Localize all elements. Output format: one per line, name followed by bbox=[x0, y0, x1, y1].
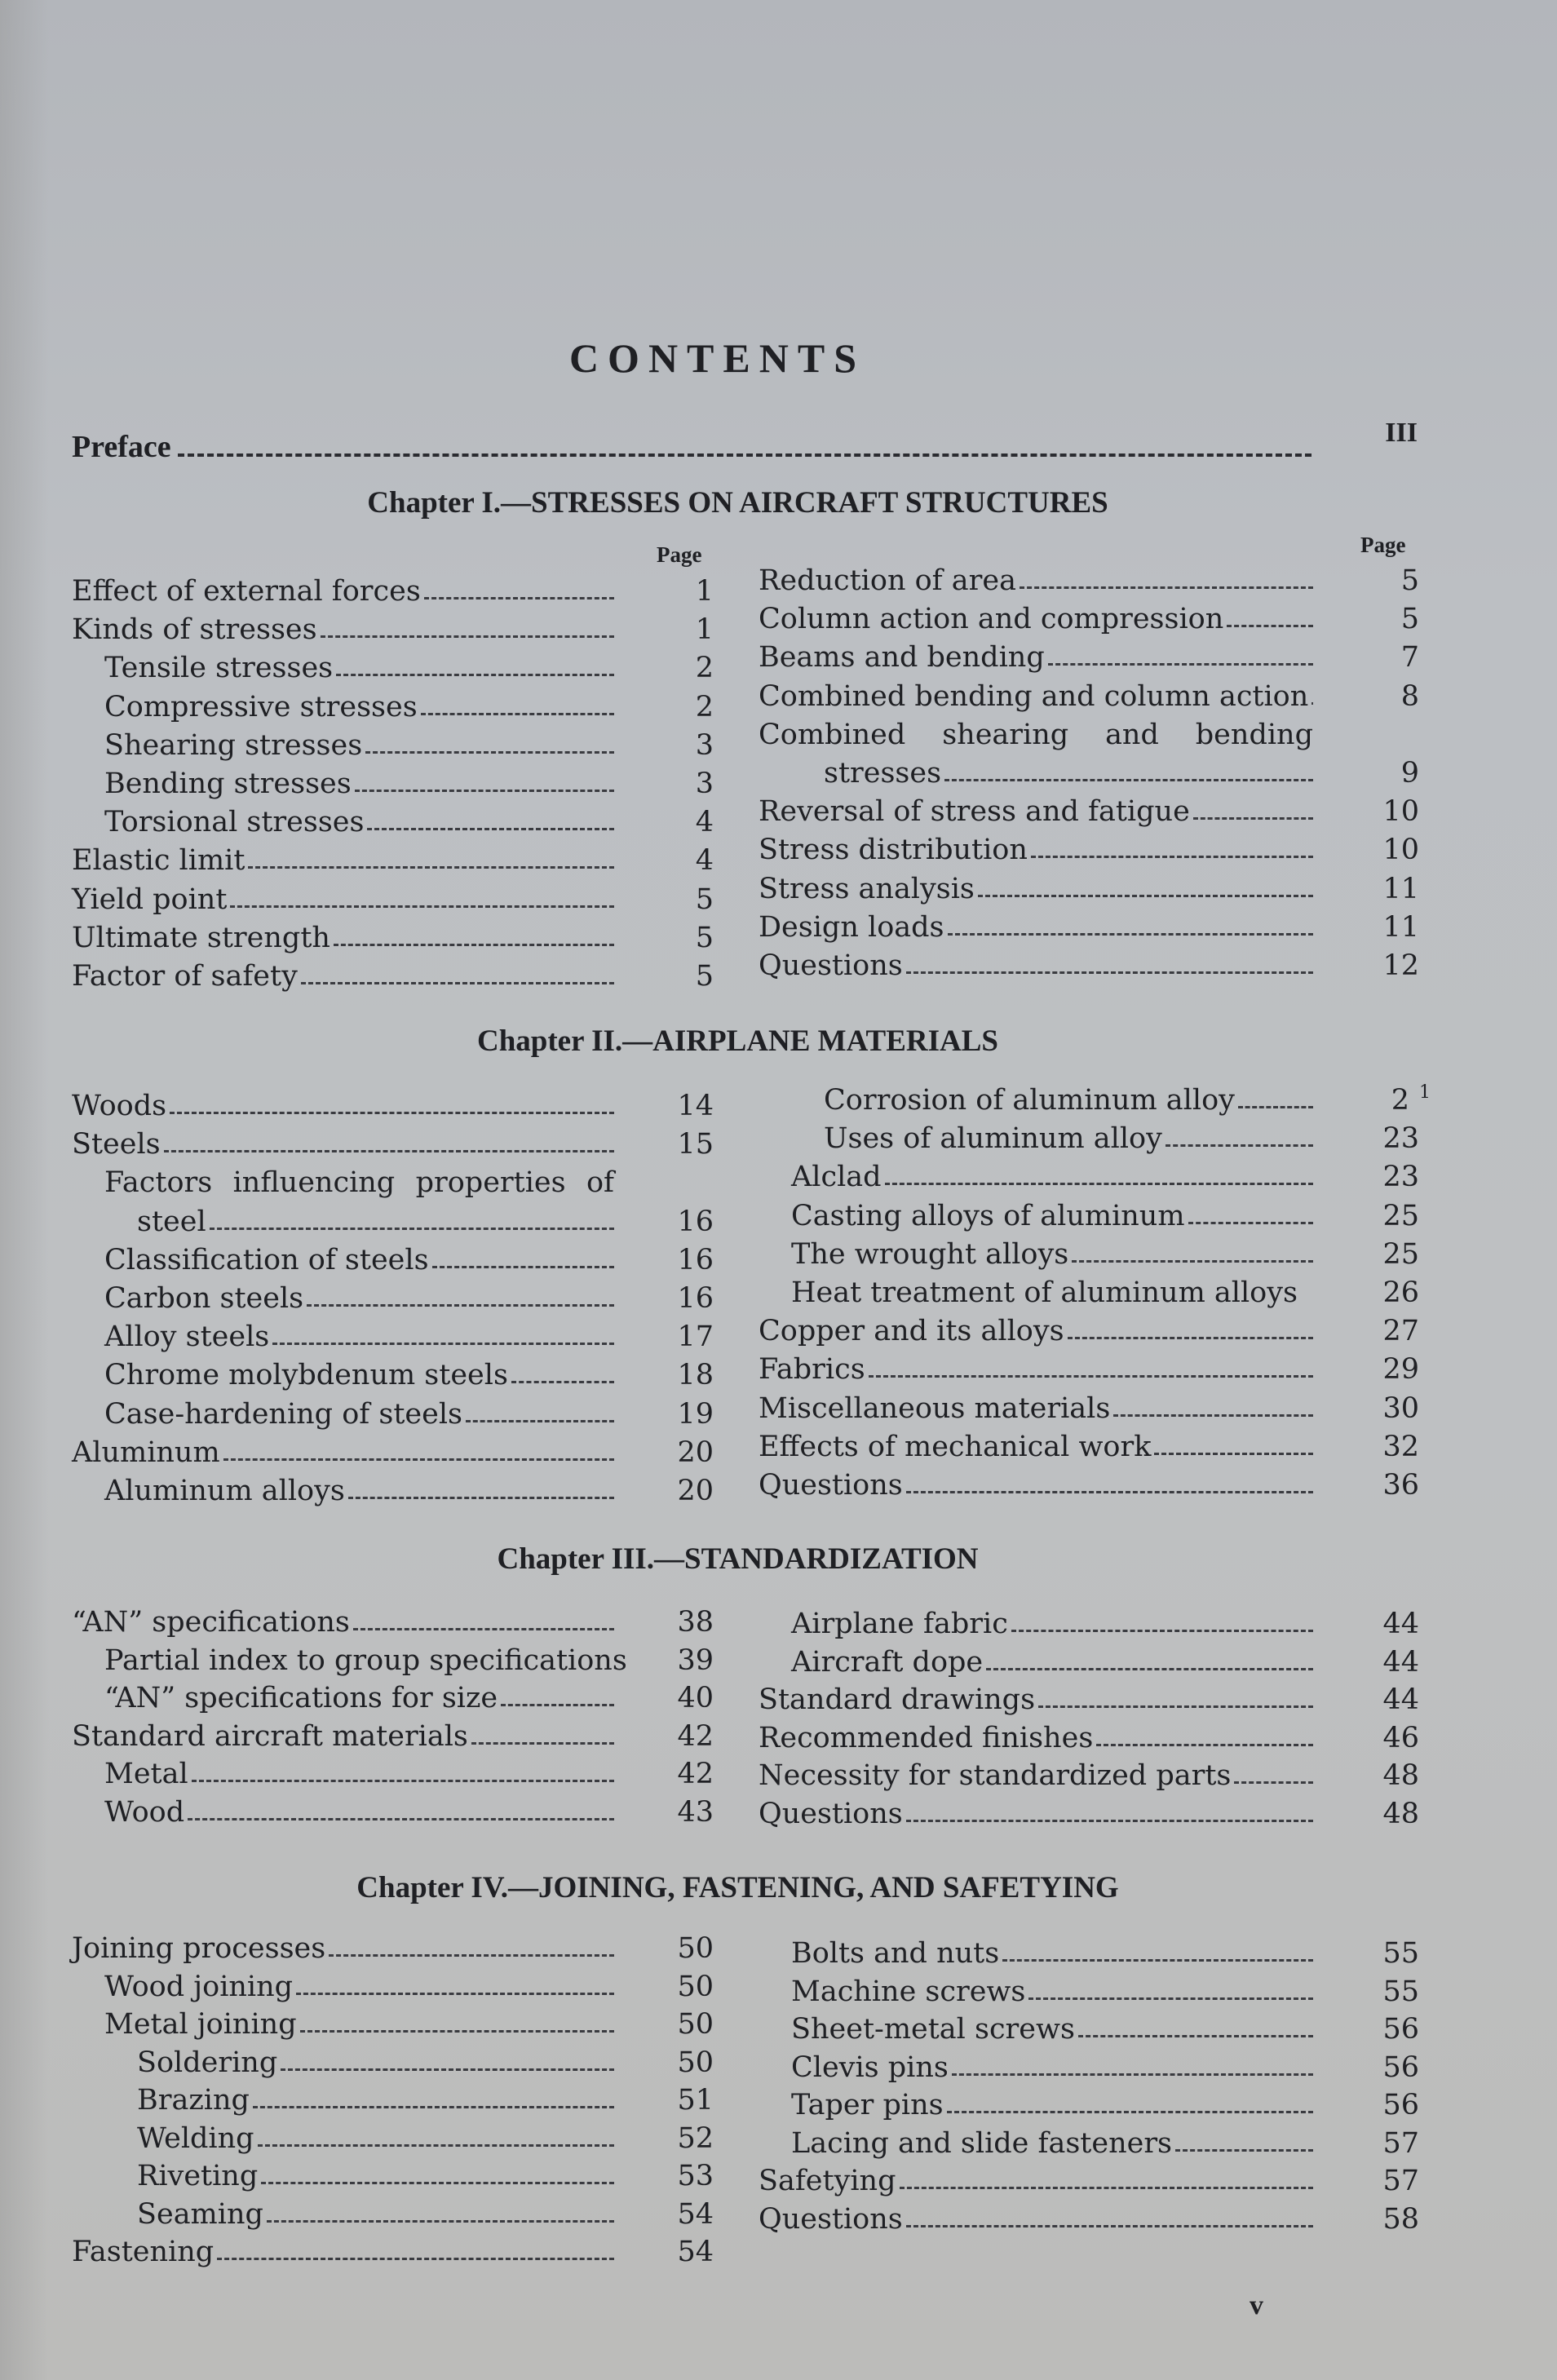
entry-page: 51 bbox=[677, 2084, 714, 2117]
dot-leader bbox=[296, 1993, 614, 1995]
dot-leader bbox=[1031, 856, 1313, 858]
entry-page: 56 bbox=[1382, 2089, 1419, 2121]
chapter-heading-2: Chapter II.—AIRPLANE MATERIALS bbox=[476, 1024, 998, 1058]
entry-page: 23 bbox=[1382, 1122, 1419, 1156]
toc-entry[interactable] bbox=[72, 1679, 714, 1718]
entry-label: Bolts and nuts bbox=[791, 1937, 1000, 1970]
toc-entry[interactable] bbox=[759, 600, 1419, 639]
toc-entry[interactable] bbox=[759, 2086, 1419, 2125]
entry-label: Shearing stresses bbox=[104, 728, 363, 762]
entry-label: Case-hardening of steels bbox=[104, 1397, 462, 1431]
dot-leader bbox=[869, 1375, 1313, 1378]
toc-entry[interactable] bbox=[759, 1274, 1419, 1312]
toc-entry[interactable] bbox=[72, 2157, 714, 2196]
entry-page: 44 bbox=[1382, 1683, 1419, 1716]
entry-page: 39 bbox=[677, 1643, 714, 1677]
entry-label: Factors influencing properties of bbox=[104, 1166, 614, 1200]
entry-label: Column action and compression bbox=[759, 603, 1224, 636]
dot-leader bbox=[248, 866, 614, 869]
entry-label: Chrome molybdenum steels bbox=[104, 1359, 508, 1392]
entry-label: Soldering bbox=[137, 2046, 278, 2079]
entry-page: 30 bbox=[1382, 1391, 1419, 1425]
entry-page: 16 bbox=[677, 1282, 714, 1315]
entry-page: 52 bbox=[677, 2121, 714, 2155]
entry-label: Woods bbox=[72, 1090, 167, 1122]
entry-page: 7 bbox=[1400, 641, 1419, 675]
entry-label: steel bbox=[137, 1205, 206, 1238]
toc-entry[interactable] bbox=[72, 1396, 714, 1434]
dot-leader bbox=[906, 1820, 1313, 1822]
entry-page: 43 bbox=[677, 1795, 714, 1829]
entry-label: Machine screws bbox=[791, 1975, 1026, 2008]
dot-leader bbox=[300, 2030, 614, 2033]
toc-entry[interactable] bbox=[72, 1930, 714, 1968]
toc-entry[interactable] bbox=[759, 1312, 1419, 1351]
entry-label: Metal bbox=[104, 1758, 188, 1790]
dot-leader bbox=[944, 779, 1313, 781]
entry-label: Welding bbox=[137, 2121, 254, 2155]
toc-entry[interactable] bbox=[72, 2233, 714, 2272]
entry-page: 42 bbox=[677, 1758, 714, 1790]
entry-page: 2 bbox=[695, 652, 714, 685]
toc-entry[interactable] bbox=[72, 1755, 714, 1794]
dot-leader bbox=[1068, 1337, 1313, 1339]
toc-entry[interactable] bbox=[759, 1466, 1419, 1505]
dot-leader bbox=[230, 905, 614, 908]
toc-entry[interactable] bbox=[759, 639, 1419, 677]
entry-label: Safetying bbox=[759, 2165, 896, 2197]
entry-page: 54 bbox=[677, 2197, 714, 2231]
entry-label: Clevis pins bbox=[791, 2050, 949, 2084]
toc-entry[interactable] bbox=[759, 2125, 1419, 2163]
entry-page: 50 bbox=[677, 1970, 714, 2003]
dot-leader bbox=[272, 1343, 614, 1345]
entry-page: 53 bbox=[677, 2160, 714, 2192]
entry-label: Effect of external forces bbox=[72, 575, 421, 608]
toc-entry[interactable] bbox=[72, 727, 714, 765]
toc-entry[interactable] bbox=[72, 1434, 714, 1472]
entry-label: Preface bbox=[72, 430, 171, 464]
entry-page: 58 bbox=[1382, 2202, 1419, 2236]
dot-leader bbox=[334, 944, 614, 946]
dot-leader bbox=[355, 790, 614, 792]
entry-label: Fastening bbox=[72, 2236, 215, 2268]
dot-leader bbox=[511, 1381, 614, 1383]
toc-entry[interactable] bbox=[72, 1718, 714, 1756]
dot-leader bbox=[1072, 1260, 1313, 1263]
entry-label: Seaming bbox=[137, 2197, 263, 2231]
entry-page: 57 bbox=[1382, 2126, 1419, 2160]
dot-leader bbox=[1188, 1222, 1313, 1224]
toc-entry[interactable] bbox=[72, 1203, 714, 1241]
toc-entry[interactable] bbox=[759, 1428, 1419, 1466]
dot-leader bbox=[1020, 586, 1313, 589]
entry-label: Questions bbox=[759, 1469, 903, 1502]
toc-entry[interactable] bbox=[759, 1197, 1419, 1236]
dot-leader bbox=[353, 1628, 614, 1630]
dot-leader bbox=[217, 2258, 614, 2260]
toc-entry[interactable] bbox=[72, 1318, 714, 1356]
toc-entry[interactable] bbox=[72, 1087, 714, 1126]
entry-label: Elastic limit bbox=[72, 844, 245, 878]
entry-page: 11 bbox=[1382, 872, 1419, 905]
dot-leader bbox=[192, 1780, 614, 1782]
dot-leader bbox=[1193, 817, 1313, 820]
entry-page: 8 bbox=[1400, 679, 1419, 713]
entry-label: Necessity for standardized parts bbox=[759, 1759, 1232, 1792]
entry-page: 17 bbox=[677, 1321, 714, 1354]
toc-entry[interactable] bbox=[72, 688, 714, 727]
entry-label: Brazing bbox=[137, 2084, 250, 2117]
dot-leader bbox=[1048, 663, 1313, 666]
toc-entry[interactable] bbox=[759, 2049, 1419, 2087]
dot-leader bbox=[321, 635, 614, 638]
dot-leader bbox=[365, 751, 614, 754]
entry-label: Joining processes bbox=[72, 1932, 326, 1965]
entry-page: 32 bbox=[1382, 1430, 1419, 1463]
dot-leader bbox=[178, 453, 1312, 457]
entry-label: Partial index to group specifications bbox=[104, 1643, 627, 1677]
entry-page: 2 bbox=[695, 690, 714, 723]
dot-leader bbox=[421, 713, 614, 715]
dot-leader bbox=[501, 1704, 614, 1706]
entry-page: 4 bbox=[695, 844, 714, 878]
toc-entry[interactable] bbox=[759, 1605, 1419, 1643]
dot-leader bbox=[1078, 2035, 1313, 2037]
toc-entry[interactable] bbox=[759, 2011, 1419, 2049]
entry-page: 36 bbox=[1382, 1469, 1419, 1502]
dot-leader bbox=[267, 2220, 614, 2223]
entry-label: Stress analysis bbox=[759, 872, 975, 905]
entry-page: 3 bbox=[695, 768, 714, 800]
dot-leader bbox=[1234, 1781, 1313, 1784]
toc-entry[interactable] bbox=[759, 678, 1419, 716]
toc-entry[interactable] bbox=[72, 2196, 714, 2234]
entry-label: Miscellaneous materials bbox=[759, 1391, 1111, 1425]
entry-page: 44 bbox=[1382, 1645, 1419, 1679]
entry-label: Alclad bbox=[791, 1161, 882, 1194]
toc-entry[interactable] bbox=[72, 649, 714, 688]
dot-leader bbox=[1312, 702, 1313, 705]
entry-page: 56 bbox=[1382, 2050, 1419, 2084]
entry-label: Torsional stresses bbox=[104, 806, 365, 839]
entry-label: Ultimate strength bbox=[72, 921, 330, 954]
entry-page: 38 bbox=[677, 1606, 714, 1639]
entry-label: Tensile stresses bbox=[104, 652, 334, 685]
dot-leader bbox=[336, 674, 614, 676]
entry-label: Effects of mechanical work bbox=[759, 1430, 1152, 1463]
toc-entry[interactable] bbox=[72, 1356, 714, 1395]
entry-page: 3 bbox=[695, 728, 714, 762]
toc-entry[interactable] bbox=[72, 1164, 714, 1202]
entry-page: 54 bbox=[677, 2236, 714, 2268]
entry-label: Combined bending and column action bbox=[759, 679, 1309, 713]
dot-leader bbox=[986, 1668, 1313, 1670]
toc-entry[interactable] bbox=[759, 793, 1419, 831]
entry-page: 27 bbox=[1382, 1315, 1419, 1348]
toc-entry[interactable] bbox=[759, 1351, 1419, 1389]
entry-label: Classification of steels bbox=[104, 1243, 429, 1276]
toc-entry[interactable] bbox=[759, 870, 1419, 909]
dot-leader bbox=[301, 982, 614, 984]
dot-leader bbox=[1113, 1414, 1313, 1417]
dot-leader bbox=[223, 1458, 614, 1461]
entry-page: 19 bbox=[677, 1397, 714, 1431]
toc-entry[interactable] bbox=[72, 1604, 714, 1642]
entry-label: Questions bbox=[759, 1797, 903, 1830]
entry-label: Compressive stresses bbox=[104, 690, 418, 723]
toc-entry[interactable] bbox=[759, 1757, 1419, 1795]
entry-label: Kinds of stresses bbox=[72, 613, 317, 647]
entry-page: 11 bbox=[1382, 910, 1419, 944]
entry-label: The wrought alloys bbox=[791, 1237, 1069, 1271]
entry-label: Standard aircraft materials bbox=[72, 1719, 468, 1753]
toc-entry[interactable] bbox=[72, 765, 714, 803]
entry-page: 9 bbox=[1400, 757, 1419, 790]
entry-label: Beams and bending bbox=[759, 641, 1045, 675]
entry-label: Lacing and slide fasteners bbox=[791, 2126, 1173, 2160]
entry-page: 55 bbox=[1382, 1975, 1419, 2008]
toc-entry[interactable] bbox=[759, 716, 1419, 754]
dot-leader bbox=[432, 1266, 614, 1268]
page-column-label-right: Page bbox=[1360, 533, 1406, 557]
toc-entry[interactable] bbox=[759, 1973, 1419, 2011]
dot-leader bbox=[1154, 1453, 1313, 1455]
entry-label: Reduction of area bbox=[759, 564, 1016, 597]
dot-leader bbox=[329, 1954, 614, 1957]
entry-page: 23 bbox=[1382, 1161, 1419, 1194]
entry-page: 15 bbox=[677, 1128, 714, 1161]
entry-page: 48 bbox=[1382, 1759, 1419, 1792]
entry-page: 40 bbox=[677, 1682, 714, 1714]
toc-entry[interactable] bbox=[72, 842, 714, 880]
toc-entry[interactable] bbox=[72, 1241, 714, 1280]
entry-page: 50 bbox=[677, 2008, 714, 2041]
toc-entry[interactable] bbox=[72, 803, 714, 842]
toc-entry[interactable] bbox=[759, 1935, 1419, 1973]
toc-entry[interactable] bbox=[72, 958, 714, 996]
entry-page: 50 bbox=[677, 2046, 714, 2079]
page-number-footer: v bbox=[1250, 2290, 1263, 2320]
entry-page: III bbox=[1385, 418, 1418, 448]
entry-page: 1 bbox=[695, 575, 714, 608]
entry-page: 14 bbox=[677, 1090, 714, 1122]
entry-page: 18 bbox=[677, 1359, 714, 1392]
entry-label: Uses of aluminum alloy bbox=[824, 1122, 1162, 1156]
chapter-heading-1: Chapter I.—STRESSES ON AIRCRAFT STRUCTURES bbox=[367, 486, 1108, 520]
toc-entry[interactable] bbox=[72, 2006, 714, 2044]
toc-entry[interactable] bbox=[759, 1236, 1419, 1274]
entry-page: 5 bbox=[695, 921, 714, 954]
toc-entry[interactable] bbox=[759, 754, 1419, 793]
entry-page: 26 bbox=[1382, 1276, 1419, 1309]
dot-leader bbox=[424, 597, 614, 599]
entry-page: 55 bbox=[1382, 1937, 1419, 1970]
entry-label: Corrosion of aluminum alloy bbox=[824, 1084, 1235, 1117]
dot-leader bbox=[952, 2073, 1313, 2076]
entry-label: Metal joining bbox=[104, 2008, 297, 2041]
entry-page: 16 bbox=[677, 1243, 714, 1276]
dot-leader bbox=[253, 2106, 614, 2108]
toc-entry[interactable] bbox=[759, 2162, 1419, 2201]
dot-leader bbox=[1002, 1959, 1313, 1962]
entry-page: 1 bbox=[695, 613, 714, 647]
entry-label: Riveting bbox=[137, 2160, 259, 2192]
entry-label: Taper pins bbox=[791, 2089, 944, 2121]
entry-label: Design loads bbox=[759, 910, 944, 944]
dot-leader bbox=[261, 2182, 614, 2184]
entry-label: Sheet-metal screws bbox=[791, 2013, 1075, 2046]
entry-page: 10 bbox=[1382, 795, 1419, 829]
dot-leader bbox=[210, 1228, 614, 1230]
dot-leader bbox=[1166, 1144, 1313, 1147]
dot-leader bbox=[466, 1420, 614, 1422]
entry-label: Fabrics bbox=[759, 1353, 865, 1387]
dot-leader bbox=[978, 895, 1313, 897]
toc-entry[interactable] bbox=[72, 611, 714, 649]
entry-label: Aircraft dope bbox=[791, 1645, 984, 1679]
entry-page: 48 bbox=[1382, 1797, 1419, 1830]
entry-page: 25 bbox=[1382, 1237, 1419, 1271]
toc-entry[interactable] bbox=[72, 2081, 714, 2120]
dot-leader bbox=[258, 2144, 614, 2147]
entry-page: 56 bbox=[1382, 2013, 1419, 2046]
entry-label: Combined shearing and bending bbox=[759, 718, 1313, 751]
entry-page: 25 bbox=[1382, 1199, 1419, 1232]
entry-page: 2 bbox=[1391, 1084, 1409, 1117]
entry-page: 5 bbox=[695, 960, 714, 993]
toc-entry[interactable] bbox=[72, 1472, 714, 1511]
entry-page: 12 bbox=[1382, 949, 1419, 982]
toc-entry[interactable] bbox=[759, 1390, 1419, 1428]
entry-label: “AN” specifications for size bbox=[104, 1682, 498, 1714]
entry-label: Factor of safety bbox=[72, 960, 298, 993]
toc-entry[interactable] bbox=[759, 1795, 1419, 1834]
entry-label: “AN” specifications bbox=[72, 1606, 350, 1639]
entry-page: 10 bbox=[1382, 834, 1419, 867]
entry-page: 20 bbox=[677, 1475, 714, 1507]
page-title: CONTENTS bbox=[568, 335, 866, 381]
entry-label: Alloy steels bbox=[104, 1321, 270, 1354]
toc-entry[interactable] bbox=[759, 1643, 1419, 1682]
entry-label: Recommended finishes bbox=[759, 1721, 1094, 1754]
entry-label: Wood joining bbox=[104, 1970, 294, 2003]
toc-entry[interactable] bbox=[72, 573, 714, 611]
entry-label: Questions bbox=[759, 2202, 903, 2236]
toc-entry[interactable] bbox=[72, 1280, 714, 1318]
dot-leader bbox=[1096, 1744, 1313, 1746]
toc-entry[interactable] bbox=[72, 1968, 714, 2006]
page-column-label-left: Page bbox=[657, 542, 702, 567]
dot-leader bbox=[348, 1497, 614, 1499]
entry-label: Standard drawings bbox=[759, 1683, 1036, 1716]
dot-leader bbox=[1038, 1705, 1313, 1708]
entry-page: 16 bbox=[677, 1205, 714, 1238]
entry-page: 44 bbox=[1382, 1608, 1419, 1640]
dot-leader bbox=[900, 2187, 1313, 2189]
dot-leader bbox=[1227, 625, 1313, 627]
dot-leader bbox=[188, 1818, 614, 1820]
entry-page: 42 bbox=[677, 1719, 714, 1753]
dot-leader bbox=[1238, 1106, 1313, 1108]
dot-leader bbox=[906, 2225, 1313, 2227]
entry-label: Steels bbox=[72, 1128, 161, 1161]
dot-leader bbox=[281, 2068, 614, 2071]
dot-leader bbox=[307, 1304, 614, 1307]
entry-page: 5 bbox=[1400, 564, 1419, 597]
entry-label: Reversal of stress and fatigue bbox=[759, 795, 1190, 829]
toc-entry[interactable] bbox=[759, 909, 1419, 947]
toc-entry[interactable] bbox=[759, 831, 1419, 869]
dot-leader bbox=[948, 933, 1313, 936]
entry-label: Carbon steels bbox=[104, 1282, 304, 1315]
chapter-heading-3: Chapter III.—STANDARDIZATION bbox=[497, 1542, 979, 1576]
entry-label: Stress distribution bbox=[759, 834, 1028, 867]
entry-page: 4 bbox=[695, 806, 714, 839]
entry-label: Wood bbox=[104, 1795, 185, 1829]
chapter-heading-4: Chapter IV.—JOINING, FASTENING, AND SAFETYING bbox=[356, 1871, 1119, 1904]
entry-label: stresses bbox=[824, 757, 942, 790]
toc-entry[interactable] bbox=[72, 2044, 714, 2082]
dot-leader bbox=[906, 971, 1313, 974]
toc-entry[interactable] bbox=[759, 1681, 1419, 1719]
toc-entry[interactable] bbox=[759, 2201, 1419, 2239]
dot-leader bbox=[367, 828, 614, 830]
dot-leader bbox=[1028, 1997, 1313, 2000]
toc-entry[interactable] bbox=[72, 1126, 714, 1164]
entry-label: Bending stresses bbox=[104, 768, 352, 800]
dot-leader bbox=[164, 1150, 614, 1152]
entry-label: Aluminum bbox=[72, 1436, 220, 1469]
dot-leader bbox=[471, 1742, 614, 1745]
toc-entry[interactable]: Corrosion of aluminum alloy 2 1 bbox=[759, 1082, 1419, 1120]
dot-leader bbox=[170, 1112, 614, 1114]
entry-label: Heat treatment of aluminum alloys bbox=[791, 1276, 1298, 1309]
entry-page: 46 bbox=[1382, 1721, 1419, 1754]
dot-leader bbox=[1011, 1630, 1313, 1632]
toc-entry[interactable] bbox=[759, 1158, 1419, 1197]
entry-label: Yield point bbox=[72, 883, 228, 916]
entry-label: Casting alloys of aluminum bbox=[791, 1199, 1185, 1232]
entry-page: 20 bbox=[677, 1436, 714, 1469]
dot-leader bbox=[947, 2111, 1313, 2113]
toc-entry[interactable] bbox=[72, 1642, 714, 1680]
toc-entry-preface[interactable] bbox=[72, 418, 1418, 465]
toc-entry[interactable] bbox=[759, 947, 1419, 985]
entry-label: Questions bbox=[759, 949, 903, 982]
toc-entry[interactable] bbox=[72, 881, 714, 919]
toc-entry[interactable] bbox=[72, 919, 714, 958]
entry-label: Aluminum alloys bbox=[104, 1475, 345, 1507]
entry-page: 50 bbox=[677, 1932, 714, 1965]
toc-entry[interactable] bbox=[72, 2120, 714, 2158]
dot-leader bbox=[885, 1183, 1313, 1185]
entry-page: 57 bbox=[1382, 2165, 1419, 2197]
entry-page: 5 bbox=[1400, 603, 1419, 636]
toc-entry[interactable] bbox=[72, 1794, 714, 1832]
toc-entry[interactable] bbox=[759, 1120, 1419, 1158]
entry-label: Copper and its alloys bbox=[759, 1315, 1064, 1348]
toc-entry[interactable] bbox=[759, 562, 1419, 600]
dot-leader bbox=[1175, 2149, 1313, 2152]
entry-page: 5 bbox=[695, 883, 714, 916]
toc-entry[interactable] bbox=[759, 1719, 1419, 1758]
entry-page: 29 bbox=[1382, 1353, 1419, 1387]
dot-leader bbox=[906, 1491, 1313, 1493]
entry-label: Airplane fabric bbox=[791, 1608, 1008, 1640]
